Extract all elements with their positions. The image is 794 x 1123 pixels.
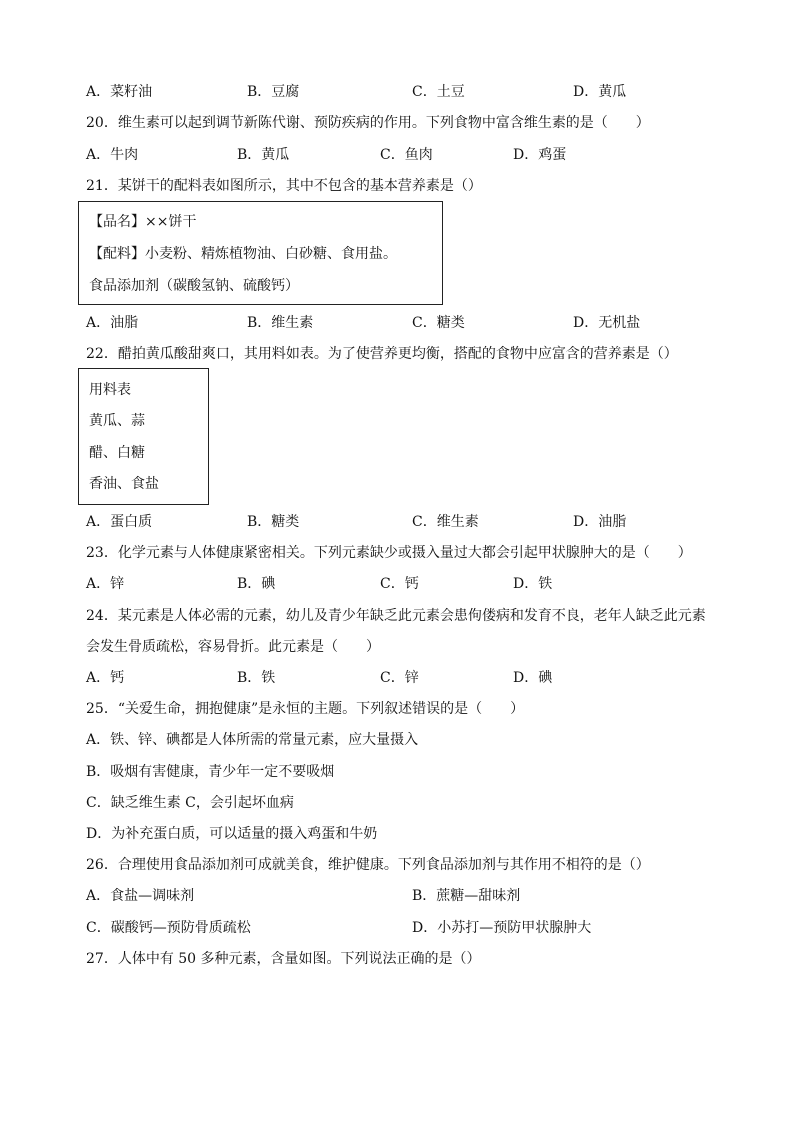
- q22-box-line-4: 香油、食盐: [89, 476, 159, 492]
- q24-option-b: B．铁: [237, 670, 276, 686]
- q22-box-line-1: 用料表: [89, 382, 131, 398]
- q21-stem: 21．某饼干的配料表如图所示，其中不包含的基本营养素是（）: [86, 178, 482, 194]
- q27-stem: 27．人体中有 50 多种元素，含量如图。下列说法正确的是（）: [86, 951, 481, 967]
- q24-stem-line-2: 会发生骨质疏松，容易骨折。此元素是（ ）: [86, 639, 380, 655]
- q26-option-b: B．蔗糖—甜味剂: [412, 888, 521, 904]
- q25-option-d: D．为补充蛋白质，可以适量的摄入鸡蛋和牛奶: [86, 826, 378, 842]
- q23-option-b: B．碘: [237, 576, 276, 592]
- q20-option-d: D．鸡蛋: [513, 147, 567, 163]
- q21-option-b: B．维生素: [247, 315, 314, 331]
- q25-stem: 25．“关爱生命，拥抱健康”是永恒的主题。下列叙述错误的是（ ）: [86, 701, 525, 717]
- q20-option-c: C．鱼肉: [380, 147, 433, 163]
- q22-box-line-2: 黄瓜、蒜: [89, 413, 145, 429]
- q19-option-c: C．土豆: [412, 84, 465, 100]
- q24-stem-line-1: 24．某元素是人体必需的元素，幼儿及青少年缺乏此元素会患佝偻病和发育不良，老年人缺乏此元素: [86, 608, 706, 624]
- q26-option-c: C．碳酸钙—预防骨质疏松: [86, 920, 251, 936]
- q21-box-line-1: 【品名】××饼干: [89, 214, 197, 230]
- q26-stem: 26．合理使用食品添加剂可成就美食，维护健康。下列食品添加剂与其作用不相符的是（）: [86, 857, 650, 873]
- q21-option-a: A．油脂: [86, 315, 139, 331]
- q24-option-d: D．碘: [513, 670, 553, 686]
- q21-ingredient-box: [78, 201, 443, 305]
- q22-ingredient-table: [78, 368, 209, 505]
- q25-option-b: B．吸烟有害健康，青少年一定不要吸烟: [86, 764, 335, 780]
- q23-option-d: D．铁: [513, 576, 553, 592]
- q20-option-b: B．黄瓜: [237, 147, 290, 163]
- q20-option-a: A．牛肉: [86, 147, 139, 163]
- q22-option-c: C．维生素: [412, 514, 479, 530]
- q22-option-b: B．糖类: [247, 514, 300, 530]
- q22-box-line-3: 醋、白糖: [89, 445, 145, 461]
- q26-option-a: A．食盐—调味剂: [86, 888, 195, 904]
- q21-option-d: D．无机盐: [573, 315, 641, 331]
- q23-stem: 23．化学元素与人体健康紧密相关。下列元素缺少或摄入量过大都会引起甲状腺肿大的是（ ）: [86, 545, 692, 561]
- q21-box-line-3: 食品添加剂（碳酸氢钠、硫酸钙）: [89, 278, 299, 294]
- q25-option-c: C．缺乏维生素 C，会引起坏血病: [86, 795, 294, 811]
- q20-stem: 20．维生素可以起到调节新陈代谢、预防疾病的作用。下列食物中富含维生素的是（ ）: [86, 115, 650, 131]
- q24-option-a: A．钙: [86, 670, 125, 686]
- q19-option-a: A．菜籽油: [86, 84, 153, 100]
- q24-option-c: C．锌: [380, 670, 419, 686]
- q25-option-a: A．铁、锌、碘都是人体所需的常量元素，应大量摄入: [86, 732, 419, 748]
- q22-option-d: D．油脂: [573, 514, 627, 530]
- q19-option-b: B．豆腐: [247, 84, 300, 100]
- q26-option-d: D．小苏打—预防甲状腺肿大: [412, 920, 592, 936]
- q19-option-d: D．黄瓜: [573, 84, 627, 100]
- q21-option-c: C．糖类: [412, 315, 465, 331]
- q21-box-line-2: 【配料】小麦粉、精炼植物油、白砂糖、食用盐。: [89, 246, 397, 262]
- q23-option-a: A．锌: [86, 576, 125, 592]
- q22-option-a: A．蛋白质: [86, 514, 153, 530]
- q22-stem: 22．醋拍黄瓜酸甜爽口，其用料如表。为了使营养更均衡，搭配的食物中应富含的营养素是（）: [86, 346, 678, 362]
- q23-option-c: C．钙: [380, 576, 419, 592]
